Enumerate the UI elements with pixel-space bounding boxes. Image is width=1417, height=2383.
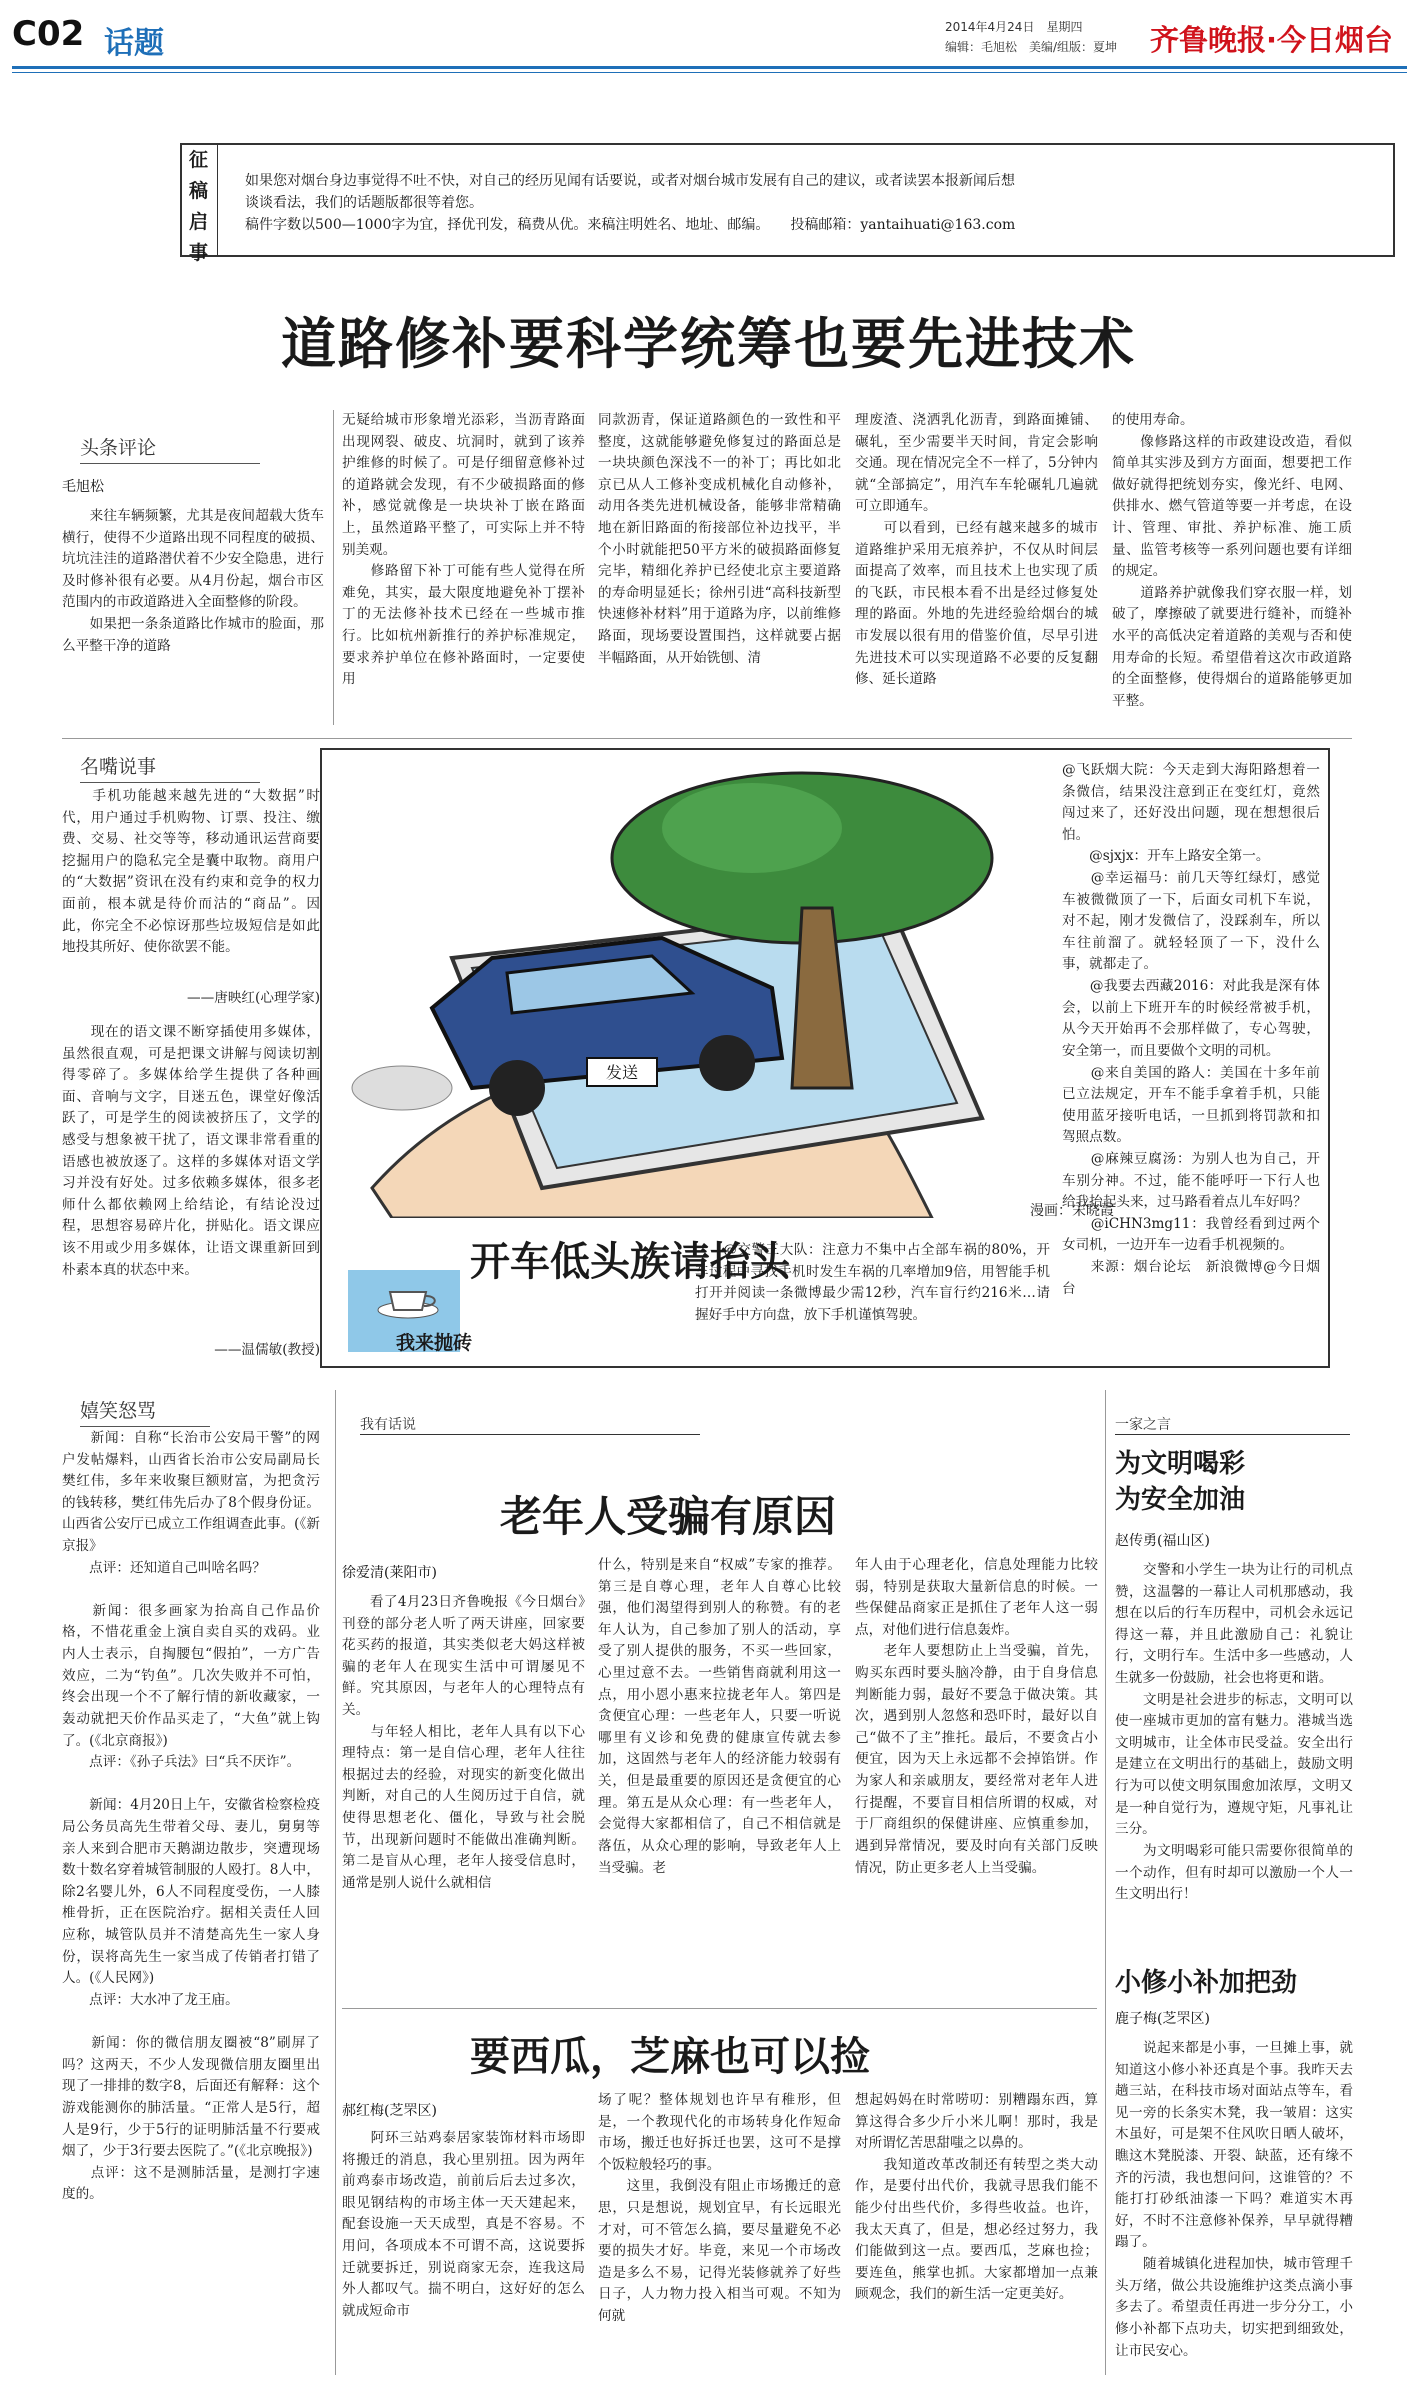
column-divider (333, 410, 334, 725)
newspaper-logo: 齐鲁晚报·今日烟台 (1150, 23, 1394, 57)
mingjia-kicker: 名嘴说事 (80, 752, 260, 783)
mingjia-paragraph-1: 手机功能越来越先进的“大数据”时代，用户通过手机购物、订票、投注、缴费、交易、社交等等，移动通讯运营商要挖掘用户的隐私完全是囊中取物。商用户的“大数据”资讯在没有约束和竞争的权力面前，根本就是待价而沽的“商品”。因此，你完全不必惊讶那些垃圾短信是如此地投其所好、使你欲罢不能。 (62, 788, 320, 956)
tab-char: 事 (188, 242, 208, 264)
lead-column-4: 理废渣、浇洒乳化沥青，到路面摊铺、碾轧，至少需要半天时间，肯定会影响交通。现在情况完全不一样了，5分钟内就“全部搞定”，用汽车车轮碾轧几遍就可立即通车。 可以看到，已经有越来越多的城市道路维护采用无痕养护，不仅从时间层面提高了效率，而且技术上也实现了质的飞跃，市民根本看不出是经过修复处理的路面。外地的先进经验给烟台的城市发展以很有用的借鉴价值，尽早引进先进技术可以实现道路不必要的反复翻修、延长道路 (855, 412, 1098, 688)
car-wheel (489, 1060, 545, 1116)
date-line: 2014年4月24日 星期四 (945, 20, 1083, 34)
elderly-column-1: 看了4月23日齐鲁晚报《今日烟台》刊登的部分老人听了两天讲座，回家要花买药的报道，其实类似老大妈这样被骗的老年人在现实生活中可谓屡见不鲜。究其原因，与老年人的心理特点有关。 与年轻人相比，老年人具有以下心理特点：第一是自信心理，老年人往往根据过去的经验，对现实的新变化做出判断，对自己的人生阅历过于自信，就使得思想老化、僵化，导致与社会脱节，出现新问题时不能做出准确判断。第二是盲从心理，老年人接受信息时，通常是别人说什么就相信 (342, 1594, 585, 1891)
lead-author: 毛旭松 (62, 479, 104, 495)
exhaust-smoke (352, 1066, 452, 1110)
cartoon-lead-text: @交警三大队：注意力不集中占全部车祸的80%，开车过程中寻找手机时发生车祸的几率增加9倍，用智能手机打开并阅读一条微博最少需12秒，汽车盲行约216米…请握好手中方向盘，放下手机谨慎驾驶。 (695, 1242, 1050, 1323)
lead-column-3: 同款沥青，保证道路颜色的一致性和平整度，这就能够避免修复过的路面总是一块块颜色深浅不一的补丁；再比如北京已从人工修补变成机械化自动修补，动用各类先进机械设备，能够非常精确地在新旧路面的衔接部位补边找平，半个小时就能把50平方米的破损路面修复完毕，精细化养护已经使北京主要道路的寿命明显延长；徐州引进“高科技新型快速修补材料”用于道路为序，以前维修路面，现场要设置围挡，这样就要占据半幅路面，从开始铣刨、清 (598, 412, 841, 666)
elderly-column-2: 什么，特别是来自“权威”专家的推荐。第三是自尊心理，老年人自尊心比较强，他们渴望得到别人的称赞。有的老年人认为，自己参加了别人的活动，享受了别人提供的服务，不买一些回家，心里过意不去。一些销售商就利用这一点，用小恩小惠来拉拢老年人。第四是贪便宜心理：一些老年人，只要一听说哪里有义诊和免费的健康宣传就去参加，这固然与老年人的经济能力较弱有关，但是最重要的原因还是贪便宜的心理。第五是从众心理：有一些老年人，会觉得大家都相信了，自己不相信就是落伍，从众心理的影响，导致老年人上当受骗。老 (598, 1557, 841, 1876)
watermelon-column-2: 场了呢？整体规划也许早有稚形，但是，一个教现代化的市场转身化作短命市场，搬迁也好拆迁也罢，这可不是撑个饭粒般轻巧的事。 这里，我倒没有阻止市场搬迁的意思，只是想说，规划宜早，有长远眼光才对，可不管怎么搞，要尽量避免不必要的损失才好。毕竟，来见一个市场改造是多么不易，记得光装修就养了好些日子，人力物力投入相当可观。不知为何就 (598, 2092, 841, 2325)
lead-kicker: 头条评论 (80, 433, 260, 464)
tab-char: 稿 (188, 180, 208, 202)
brick-label: 我来抛砖 (396, 1332, 473, 1354)
notice-line: 稿件字数以500—1000字为宜，择优刊发，稿费从优。来稿注明姓名、地址、邮编。 投稿邮箱：yantaihuati@163.com (245, 217, 1016, 233)
xiaoxiao-text: 新闻：自称“长治市公安局干警”的网户发帖爆料，山西省长治市公安局副局长樊红伟，多年来收聚巨额财富，为把贪污的钱转移，樊红伟先后办了8个假身份证。山西省公安厅已成立工作组调查此事。(《新京报》 点评：还知道自己叫啥名吗？ 新闻：很多画家为抬高自己作品价格，不惜花重金上演自卖自买的戏码。业内人士表示，自掏腰包“假拍”，一方广告效应，二为“钓鱼”。几次失败并不可怕，终会出现一个不了解行情的新收藏家，一轰动就把天价作品买走了，“大鱼”就上钩了。(《北京商报》) 点评：《孙子兵法》曰“兵不厌诈”。 新闻：4月20日上午，安徽省检察检疫局公务员高先生带着父母、妻儿，舅舅等亲人来到合肥市天鹅湖边散步，突遭现场数十数名穿着城管制服的人殴打。8人中，除2名婴儿外，6人不同程度受伤，一人膝椎骨折，正在医院治疗。据相关责任人回应称，城管队员并不清楚高先生一家人身份，误将高先生一家当成了传销者打错了人。(《人民网》) 点评：大水冲了龙王庙。 新闻：你的微信朋友圈被“8”刷屏了吗？这两天，不少人发现微信朋友圈里出现了一排排的数字8，后面还有解释：这个游戏能测你的肺活量。“正常人是5行，超人是9行，少于5行的证明肺活量不行要戒烟了，少于3行要去医院了。”(《北京晚报》) 点评：这不是测肺活量，是测打字速度的。 (62, 1430, 320, 2203)
elderly-headline: 老年人受骗有原因 (500, 1492, 837, 1541)
yijia-headline-1: 为文明喝彩 为安全加油 (1115, 1449, 1246, 1515)
notice-line: 如果您对烟台身边事觉得不吐不快，对自己的经历见闻有话要说，或者对烟台城市发展有自己的建议，或者读罢本报新闻后想 (245, 173, 1015, 189)
yijia-author-1: 赵传勇(福山区) (1115, 1533, 1210, 1549)
section-divider (342, 2008, 1097, 2009)
tab-char: 征 (188, 149, 208, 171)
elderly-author: 徐爱清(莱阳市) (342, 1565, 437, 1581)
elderly-kicker: 我有话说 (360, 1414, 700, 1435)
watermelon-column-1: 阿环三站鸡泰居家装饰材料市场即将搬迁的消息，我心里别扭。因为两年前鸡泰市场改造，前前后后去过多次，眼见钢结构的市场主体一天天建起来，配套设施一天天成型，真是不容易。不用问，各项成本不可谓不高，这说要拆迁就要拆迁，别说商家无奈，连我这局外人都叹气。揣不明白，这好好的怎么就成短命市 (342, 2130, 585, 2319)
call-for-papers-text (245, 170, 1365, 236)
yijia-kicker: 一家之言 (1115, 1414, 1350, 1435)
coffee-cup-icon (348, 1270, 460, 1330)
call-for-papers-tab (180, 143, 218, 264)
section-divider (62, 738, 1352, 739)
watermelon-column-3: 想起妈妈在时常唠叨：别糟蹋东西，算算这得合多少斤小米儿啊！那时，我是对所谓忆苦思甜嗤之以鼻的。 我知道改革改制还有转型之类大动作，是要付出代价，我就寻思我们能不能少付出些代价，多得些收益。也许，我太天真了，但是，想必经过努力，我们能做到这一点。要西瓜，芝麻也捡；要连鱼，熊掌也抓。大家都增加一点兼顾观念，我们的新生活一定更美好。 (855, 2092, 1098, 2303)
column-divider (335, 1390, 336, 2375)
mingjia-signature-1: ——唐映红(心理学家) (187, 990, 320, 1006)
header-rule (12, 66, 1407, 69)
yijia-text-1: 交警和小学生一块为让行的司机点赞，这温馨的一幕让人司机那感动，我想在以后的行车历程中，司机会永远记得这一幕，并且此激励自己：礼貌让行，文明行车。生活中多一些感动，人生就多一份鼓励，社会也将更和谐。 文明是社会进步的标志，文明可以使一座城市更加的富有魅力。港城当选文明城市，让全体市民受益。安全出行是建立在文明出行的基础上，鼓励文明行为可以使文明氛围愈加浓厚，文明又是一种自觉行为，遵规守矩，凡事礼让三分。 为文明喝彩可能只需要你很简单的一个动作，但有时却可以激励一个人一生文明出行！ (1115, 1562, 1353, 1903)
xiaoxiao-kicker: 嬉笑怒骂 (80, 1396, 210, 1427)
elderly-column-3: 年人由于心理老化，信息处理能力比较弱，特别是获取大量新信息的时候。一些保健品商家正是抓住了老年人这一弱点，对他们进行信息轰炸。 老年人要想防止上当受骗，首先，购买东西时要头脑冷静，由于自身信息判断能力弱，最好不要急于做决策。其次，遇到别人忽悠和恐吓时，最好以自己“做不了主”推托。最后，不要贪占小便宜，因为天上永远都不会掉馅饼。作为家人和亲戚朋友，要经常对老年人进行提醒，不要盲目相信所谓的权威，对于厂商组织的保健讲座、应慎重参加，遇到异常情况，要及时向有关部门反映情况，防止更多老人上当受骗。 (855, 1557, 1098, 1876)
header-rule-thin (12, 72, 1407, 73)
yijia-author-2: 鹿子梅(芝罘区) (1115, 2011, 1210, 2027)
notice-line: 谈谈看法，我们的话题版都很等着您。 (245, 195, 483, 211)
cartoon-comments: @飞跃烟大院：今天走到大海阳路想着一条微信，结果没注意到正在变红灯，竟然闯过来了，还好没出问题，现在想想很后怕。 @sjxjx：开车上路安全第一。 @幸运福马：前几天等红绿灯，感觉车被微微顶了一下，后面女司机下车说，对不起，刚才发微信了，没踩刹车，所以车往前溜了。就轻轻顶了一下，没什么事，就都走了。 @我要去西藏2016：对此我是深有体会，以前上下班开车的时候经常被手机，从今天开始再不会那样做了，专心驾驶，安全第一，而且要做个文明的司机。 @来自美国的路人：美国在十多年前已立法规定，开车不能手拿着手机，只能使用蓝牙接听电话，一旦抓到将罚款和扣驾照点数。 @麻辣豆腐汤：为别人也为自己，开车别分神。不过，能不能呼吁一下行人也给我抬起头来，过马路看着点儿车好吗？ @iCHN3mg11：我曾经看到过两个女司机，一边开车一边看手机视频的。 来源：烟台论坛 新浪微博@今日烟台 (1062, 762, 1320, 1297)
tree-crown-highlight (662, 783, 842, 873)
mingjia-paragraph-2: 现在的语文课不断穿插使用多媒体，虽然很直观，可是把课文讲解与阅读切割得零碎了。多媒体给学生提供了各种画面、音响与文字，目迷五色，课堂好像活跃了，可是学生的阅读被挤压了，文学的感受与想象被干扰了，语文课非常看重的语感也被放逐了。这样的多媒体对语文学习并没有好处。过多依赖多媒体，很多老师什么都依赖网上给结论，有结论没过程，思想容易碎片化，拼贴化。语文课应该不用或少用多媒体，让语文课重新回到朴素本真的状态中来。 (62, 1024, 320, 1278)
cartoon-illustration (332, 758, 1052, 1218)
page-code: C02 (12, 14, 85, 54)
lead-headline: 道路修补要科学统筹也要先进技术 (280, 312, 1136, 376)
yijia-text-2: 说起来都是小事，一旦摊上事，就知道这小修小补还真是个事。我昨天去趟三站，在科技市场对面站点等车，看见一旁的长条实木凳，我一皱眉：这实木虽好，可是架不住风吹日晒人破坏，瞧这木凳脱漆、开裂、缺蓝，还有缘不齐的污渍，我也想问问，这谁管的？不能打打砂纸油漆一下吗？难道实木再好，不时不注意修补保养，早早就得糟蹋了。 随着城镇化进程加快，城市管理千头万绪，做公共设施维护这类点滴小事多去了。希望责任再进一步分分工，小修小补都下点功夫，切实把到细致处，让市民安心。 (1115, 2040, 1353, 2359)
lead-column-2: 无疑给城市形象增光添彩，当沥青路面出现网裂、破皮、坑洞时，就到了该养护维修的时候了。可是仔细留意修补过的道路就会发现，有不少破损路面的修补，感觉就像是一块块补丁嵌在路面上，虽然道路平整了，可实际上并不特别美观。 修路留下补丁可能有些人觉得在所难免，其实，最大限度地避免补丁摆补丁的无法修补技术已经在一些城市推行。比如杭州新推行的养护标准规定，要求养护单位在修补路面时，一定要使用 (342, 412, 585, 688)
watermelon-author: 郝红梅(芝罘区) (342, 2103, 437, 2119)
column-divider (1105, 1390, 1106, 2375)
tab-char: 启 (188, 211, 208, 233)
watermelon-headline: 要西瓜，芝麻也可以捡 (470, 2034, 870, 2080)
cartoon-headline: 开车低头族请抬头 (470, 1239, 790, 1285)
section-title: 话题 (104, 26, 164, 61)
lead-column-1: 来往车辆频繁，尤其是夜间超载大货车横行，使得不少道路出现不同程度的破损、坑坑洼洼的道路潜伏着不少安全隐患，进行及时修补很有必要。从4月份起，烟台市区范围内的市政道路进入全面整修的阶段。 如果把一条条道路比作城市的脸面，那么平整干净的道路 (62, 508, 324, 654)
editor-line: 编辑：毛旭松 美编/组版：夏坤 (945, 40, 1118, 54)
yijia-headline-2: 小修小补加把劲 (1115, 1968, 1298, 1998)
mingjia-signature-2: ——温儒敏(教授) (214, 1342, 320, 1358)
car-wheel (699, 1035, 755, 1091)
send-plate-text: 发送 (605, 1063, 639, 1082)
lead-column-5: 的使用寿命。 像修路这样的市政建设改造，看似简单其实涉及到方方面面，想要把工作做好就得把统划夯实，像光纤、电网、供排水、燃气管道等要一并考虑，在设计、管理、审批、养护标准、施工质量、监管考核等一系列问题也要有详细的规定。 道路养护就像我们穿衣服一样，划破了，摩擦破了就要进行缝补，而缝补水平的高低决定着道路的美观与否和使用寿命的长短。希望借着这次市政道路的全面整修，使得烟台的道路能够更加平整。 (1112, 412, 1352, 709)
cartoon-credit: 漫画：宋晓霞 (1030, 1203, 1114, 1219)
